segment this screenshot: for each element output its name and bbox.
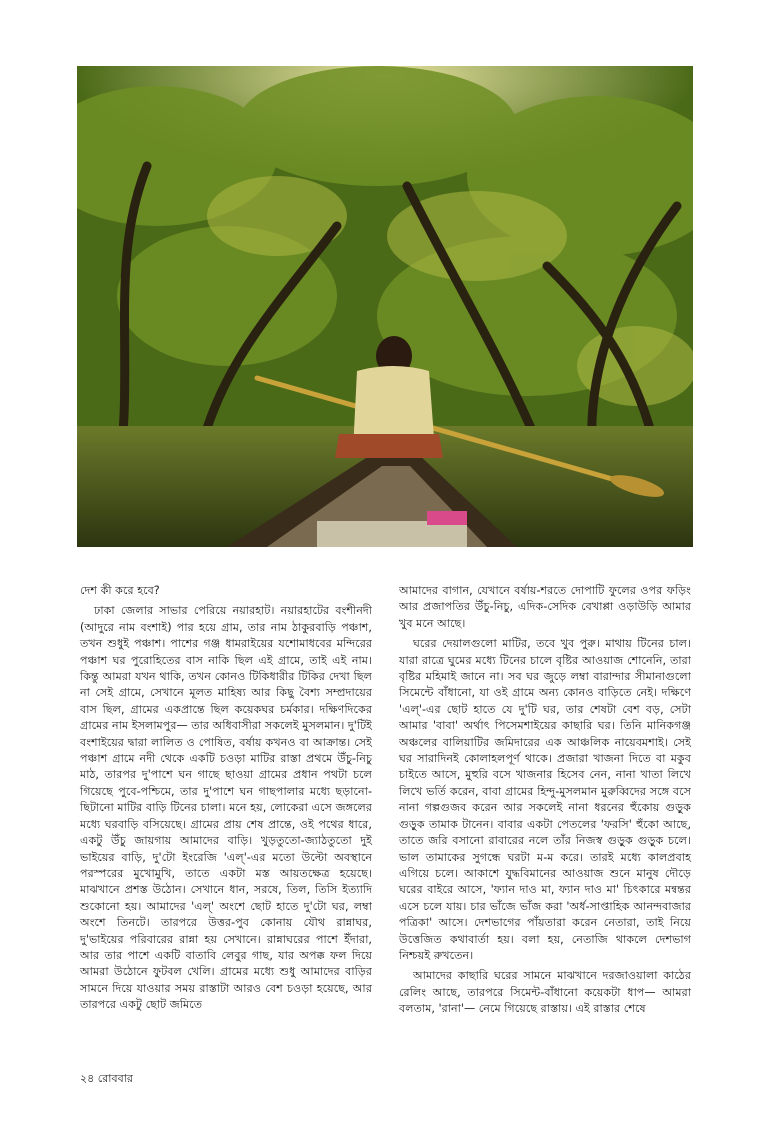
page-footer: ২৪ রোববার — [80, 1072, 133, 1085]
paragraph: আমাদের বাগান, যেখানে বর্ষায়-শরতে দোপাটি ফুলের ওপর ফড়িং আর প্রজাপতির উঁচু-নিচু, এদিক-সেদিক বেখাপ্পা ওড়াউড়ি আমার খুব মনে আছে। — [399, 584, 691, 630]
paragraph: আমাদের কাছারি ঘরের সামনে মাঝখানে দরজাওয়ালা কাঠের রেলিং আছে, তারপরে সিমেন্ট-বাঁধানো কয়েকটা ধাপ— আমরা বলতাম, 'রানা'— নেমে গিয়েছে রাস্তায়। এই রাস্তার শেষে — [399, 969, 691, 1016]
mangrove-boat-photo — [77, 66, 693, 547]
article-column-right — [399, 583, 691, 1022]
article-column-left — [80, 583, 372, 1018]
paragraph: ঢাকা জেলার সাভার পেরিয়ে নয়ারহাট। নয়ারহাটের বংশীনদী (আদুরে নাম বংশাই) পার হয়ে গ্রাম, তার নাম ঠাকুরবাড়ি পঞ্চাশ, তখন শুধুই পঞ্চাশ। পাশের গঞ্জ ধামরাইয়ের যশোমাধবের মন্দিরের পঞ্চাশ ঘর পুরোহিতের বাস নাকি ছিল এই গ্রামে, তাই এই নাম। কিন্তু আমরা যখন থাকি, তখন কোনও টিকিধারীর টিকির দেখা ছিল না সেই গ্রামে, সেখানে মূলত মাহিষ্য আর কিছু বৈশ্য সম্প্রদায়ের বাস ছিল, গ্রামের একপ্রান্তে ছিল কয়েকঘর চর্মকার। দক্ষিণদিকের গ্রামের নাম ইসলামপুর— তার অধিবাসীরা সকলেই মুসলমান। দু'টিই বংশাইয়ের দ্বারা লালিত ও পোষিত, বর্ষায় কখনও বা আক্রান্ত। সেই পঞ্চাশ গ্রামে নদী থেকে একটি চওড়া মাটির রাস্তা প্রথমে উঁচু-নিচু মাঠ, তারপর দু'পাশে ঘন গাছে ছাওয়া গ্রামের প্রধান পথটা চলে গিয়েছে পুবে-পশ্চিমে, তার দু'পাশে ঘন গাছপালার মধ্যে ছড়ানো-ছিটানো মাটির বাড়ি টিনের চালা। মনে হয়, লোকেরা এসে জঙ্গলের মধ্যে ঘরবাড়ি বসিয়েছে। গ্রামের প্রায় শেষ প্রান্তে, ওই পথের ধারে, একটু উঁচু জায়গায় আমাদের বাড়ি। খুড়তুতো-জ্যাঠতুতো দুই ভাইয়ের বাড়ি, দু'টো ইংরেজি 'এল্'-এর মতো উল্টো অবস্থানে পরস্পরের মুখোমুখি, তাতে একটা মস্ত আয়তক্ষেত্র হয়েছে। মাঝখানে প্রশস্ত উঠোন। সেখানে ধান, সরষে, তিল, তিসি ইত্যাদি শুকোনো হয়। আমাদের 'এল্' অংশে ছোট হাতে দু'টো ঘর, লম্বা অংশে তিনটে। তারপরে উত্তর-পুব কোনায় যৌথ রান্নাঘর, দু'ভাইয়ের পরিবারের রান্না হয় সেখানে। রান্নাঘরের পাশে ইঁদারা, আর তার পাশে একটি বাতাবি লেবুর গাছ, যার অপক্ক ফল দিয়ে আমরা উঠোনে ফুটবল খেলি। গ্রামের মধ্যে শুধু আমাদের বাড়ির সামনে দিয়ে যাওয়ার সময় রাস্তাটা আরও বেশ চওড়া হয়েছে, আর তারপরে একটু ছোট জমিতে — [80, 604, 372, 1012]
paragraph: দেশ কী করে হবে? — [80, 584, 160, 597]
paragraph: ঘরের দেয়ালগুলো মাটির, তবে খুব পুরু। মাথায় টিনের চাল। যারা রাত্রে ঘুমের মধ্যে টিনের চালে বৃষ্টির আওয়াজ শোনেনি, তারা বৃষ্টির মহিমাই জানে না। সব ঘর জুড়ে লম্বা বারান্দার সীমানাগুলো সিমেন্টে বাঁধানো, যা ওই গ্রামে অন্য কোনও বাড়িতে নেই। দক্ষিণে 'এল্'-এর ছোট হাতে যে দু'টি ঘর, তার শেষটা বেশ বড়, সেটা আমার 'বাবা' অর্থাৎ পিসেমশাইয়ের কাছারি ঘর। তিনি মানিকগঞ্জ অঞ্চলের বালিয়াটির জমিদারের এক আঞ্চলিক নায়েবমশাই। সেই ঘর সারাদিনই কোলাহলপূর্ণ থাকে। প্রজারা খাজনা দিতে বা মকুব চাইতে আসে, মুহুরি বসে খাজনার হিসেব নেন, নানা খাতা লিখে লিখে ভর্তি করেন, বাবা গ্রামের হিন্দু-মুসলমান মুরুব্বিদের সঙ্গে বসে নানা গল্পগুজব করেন আর সকলেই নানা ধরনের হুঁকোয় গুড়ুক গুড়ুক তামাক টানেন। বাবার একটা পেতলের 'ফরসি' হুঁকো আছে, তাতে জরি বসানো রাবারের নলে তাঁর নিজস্ব গুড়ুক গুড়ুক চলে। ভাল তামাকের সুগন্ধে ঘরটা ম-ম করে। তারই মধ্যে কালপ্রবাহ এগিয়ে চলে। আকাশে যুদ্ধবিমানের আওয়াজ শুনে মানুষ দৌড়ে ঘরের বাইরে আসে, 'ফ্যান দাও মা, ফ্যান দাও মা' চিৎকারে মন্বন্তর এসে চলে যায়। চার ভাঁজে ভাঁজ করা 'অর্ধ-সাপ্তাহিক আনন্দবাজার পত্রিকা' আসে। দেশভাগের পাঁয়তারা করেন নেতারা, তাই নিয়ে উত্তেজিত কথাবার্তা হয়। বলা হয়, নেতাজি থাকলে দেশভাগ নিশ্চয়ই রুখতেন। — [399, 637, 691, 962]
